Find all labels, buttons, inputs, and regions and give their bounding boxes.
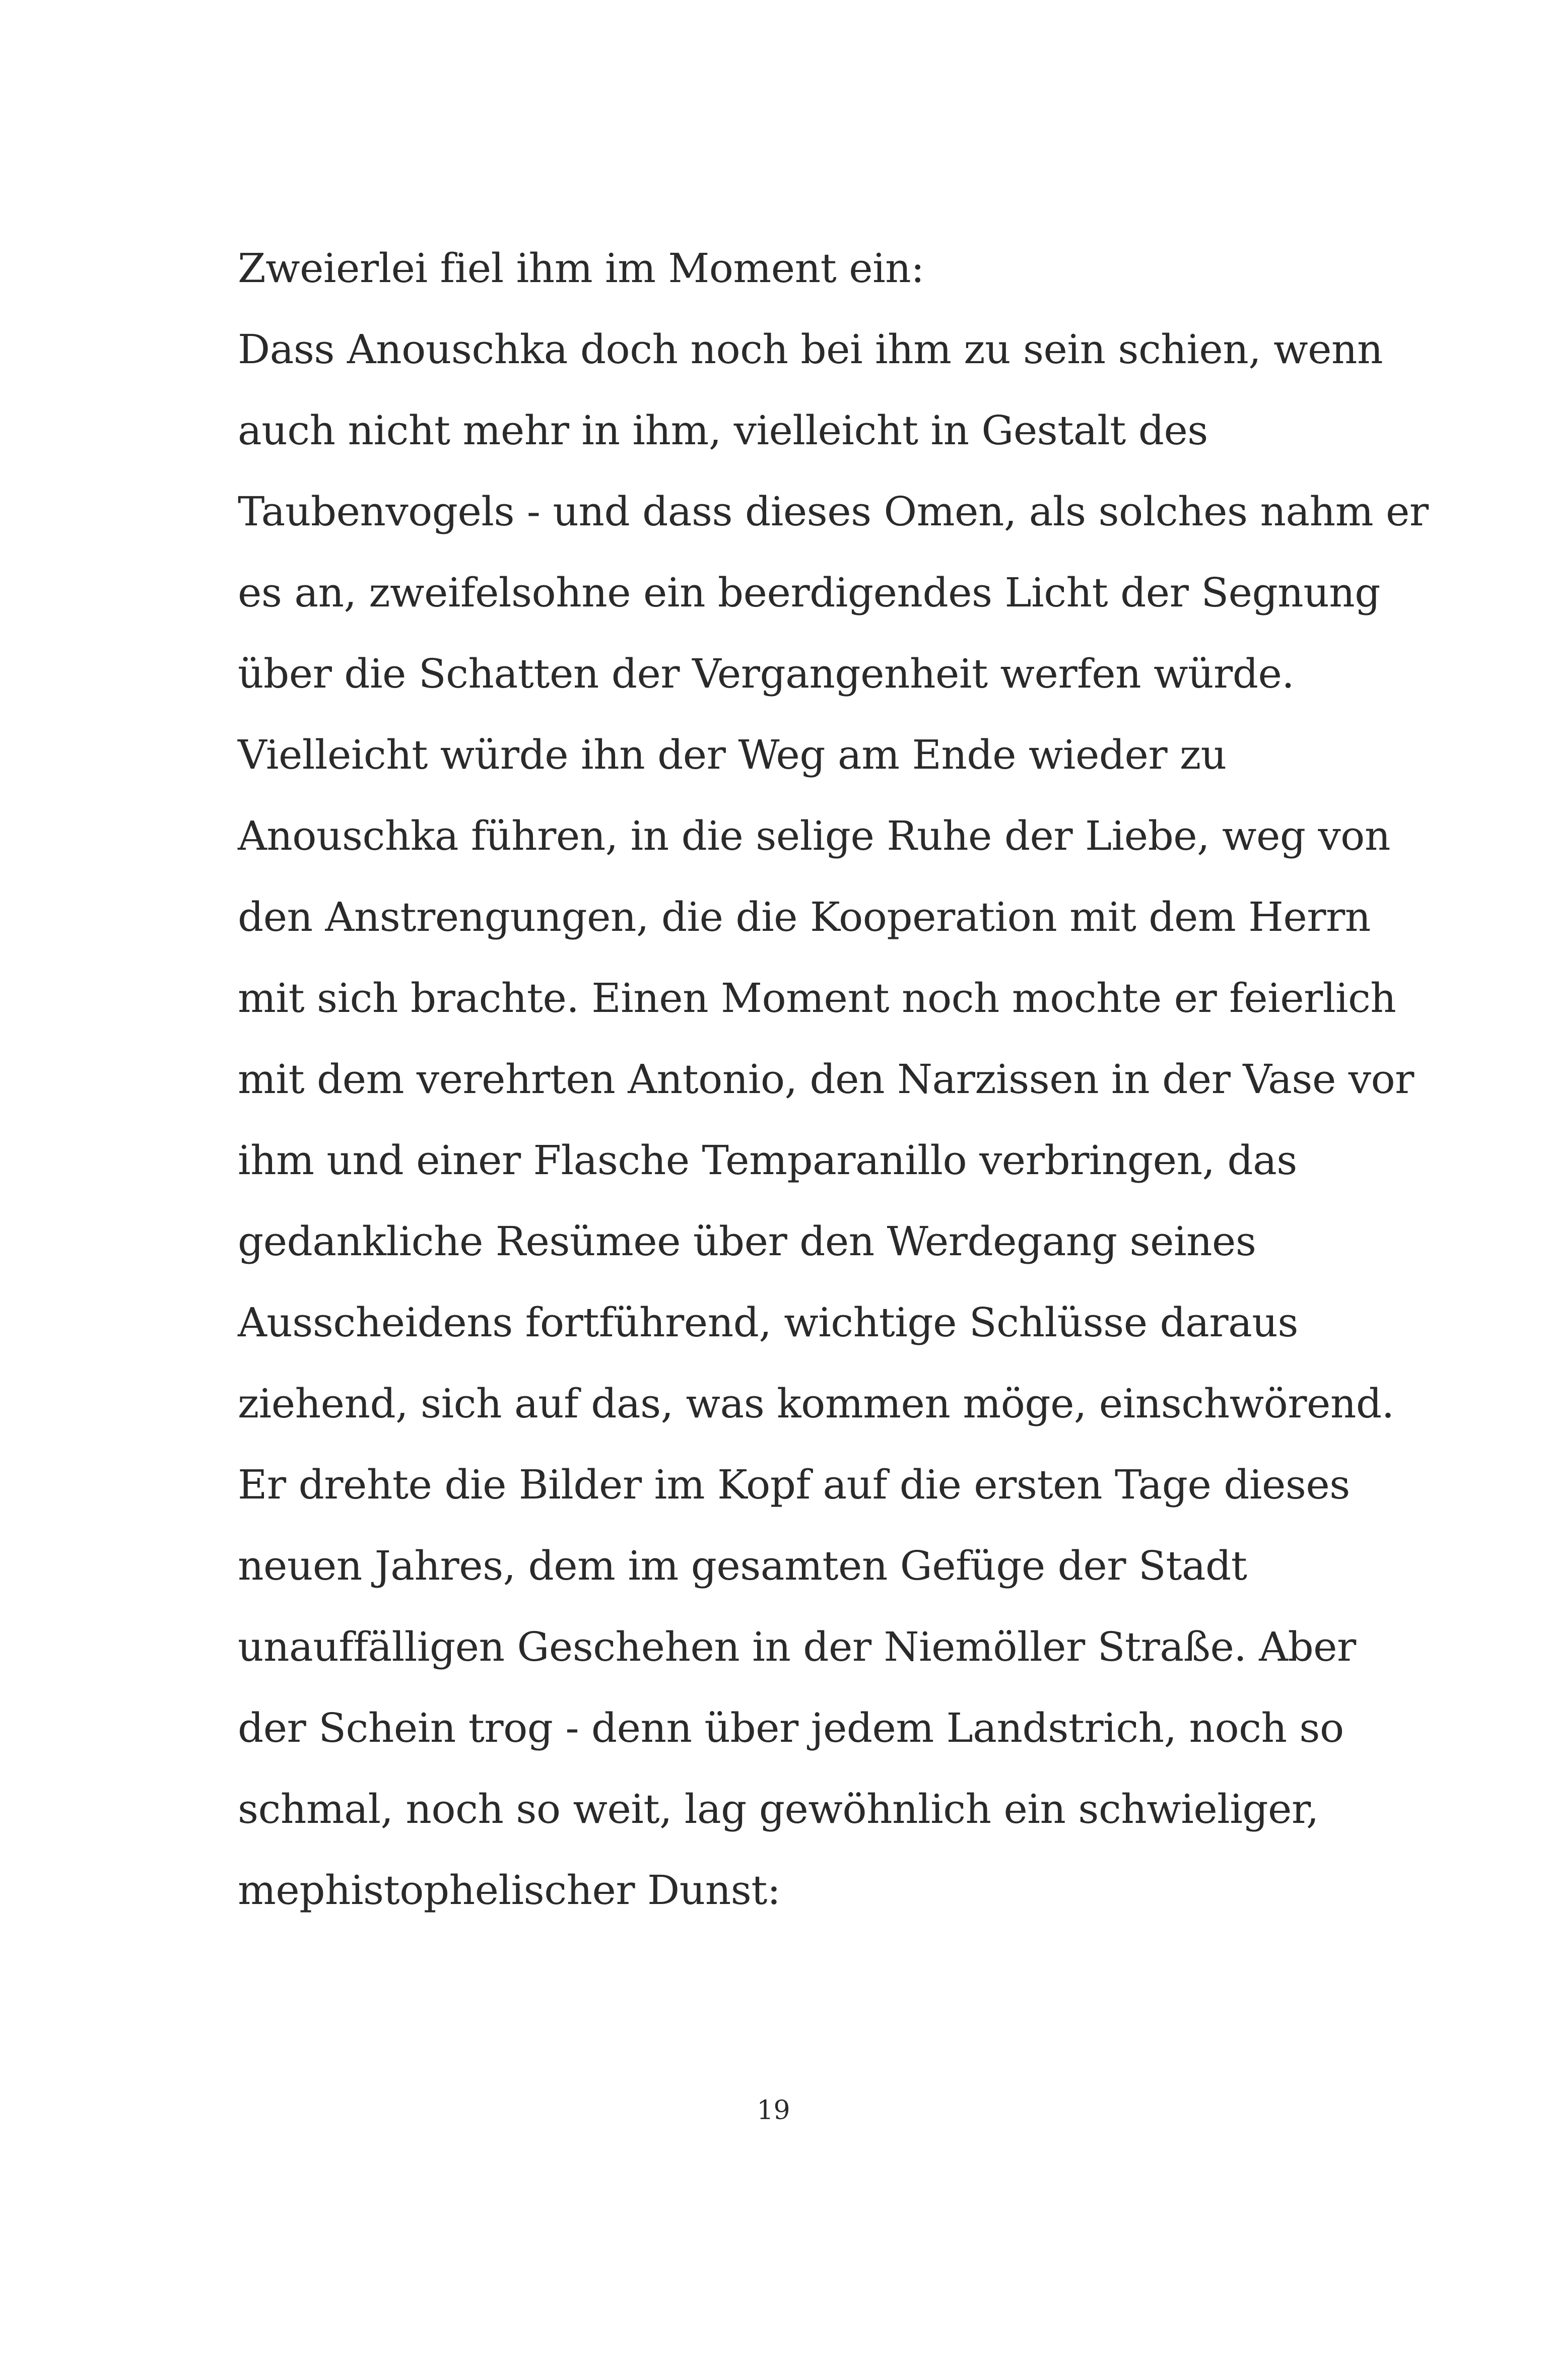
text-line: Zweierlei fiel ihm im Moment ein: [238,245,924,292]
text-line: es an, zweifelsohne ein beerdigendes Licht der Segnung [238,569,1380,616]
text-line: ihm und einer Flasche Temparanillo verbringen, das [238,1137,1297,1184]
text-line: schmal, noch so weit, lag gewöhnlich ein schwieliger, [238,1786,1319,1832]
text-line: ziehend, sich auf das, was kommen möge, einschwörend. [238,1380,1394,1427]
page-number: 19 [757,2095,790,2126]
text-line: mit sich brachte. Einen Moment noch mochte er feierlich [238,975,1396,1022]
text-line: den Anstrengungen, die die Kooperation mit dem Herrn [238,894,1371,940]
text-line: Vielleicht würde ihn der Weg am Ende wieder zu [238,731,1227,778]
text-line: neuen Jahres, dem im gesamten Gefüge der Stadt [238,1542,1247,1589]
text-line: gedankliche Resümee über den Werdegang seines [238,1218,1256,1265]
text-line: unauffälligen Geschehen in der Niemöller Straße. Aber [238,1623,1356,1670]
text-line: mit dem verehrten Antonio, den Narzissen in der Vase vor [238,1056,1414,1103]
text-line: mephistophelischer Dunst: [238,1867,781,1914]
body-text [238,242,1429,1945]
text-line: auch nicht mehr in ihm, vielleicht in Gestalt des [238,407,1208,454]
text-line: über die Schatten der Vergangenheit werfen würde. [238,650,1295,697]
text-line: Ausscheidens fortführend, wichtige Schlüsse daraus [238,1299,1298,1346]
text-line: Dass Anouschka doch noch bei ihm zu sein schien, wenn [238,326,1383,373]
text-line: Taubenvogels - und dass dieses Omen, als solches nahm er [238,488,1429,535]
text-line: Er drehte die Bilder im Kopf auf die ersten Tage dieses [238,1461,1350,1508]
text-line: der Schein trog - denn über jedem Landstrich, noch so [238,1705,1344,1751]
text-line: Anouschka führen, in die selige Ruhe der Liebe, weg von [238,812,1390,859]
